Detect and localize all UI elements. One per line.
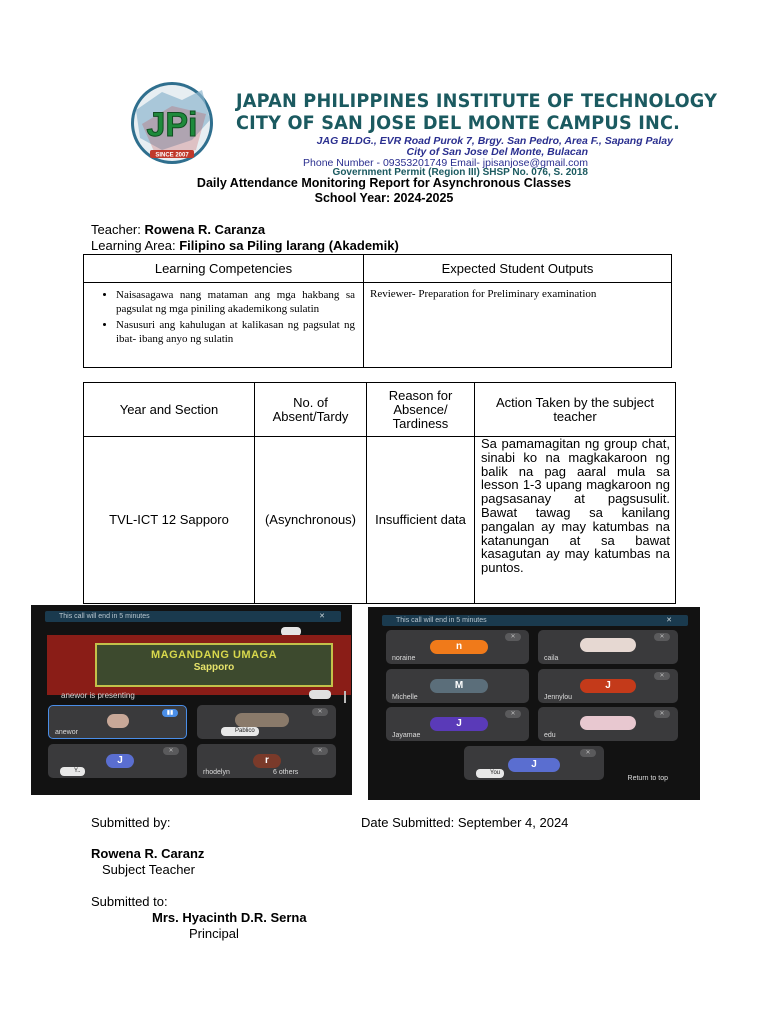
participant-avatar: r xyxy=(253,754,281,768)
mic-off-icon: ✕ xyxy=(505,633,521,641)
competency-item: • Naisasagawa nang mataman ang mga hakbang sa pagsulat ng mga piniling akademikong sulatin xyxy=(116,288,355,316)
call-end-banner xyxy=(382,615,688,626)
competency-header-row xyxy=(84,255,672,283)
participant-avatar: J xyxy=(106,754,134,768)
mic-off-icon: ✕ xyxy=(312,708,328,716)
reason-cell: Insufficient data xyxy=(367,437,475,604)
school-year: School Year: 2024-2025 xyxy=(314,191,454,205)
institute-name xyxy=(236,90,717,134)
teacher-name: Rowena R. Caranza xyxy=(144,222,266,237)
participant-avatar: M xyxy=(430,679,488,693)
participant-name: Jennylou xyxy=(544,694,573,701)
participant-name: You xyxy=(476,769,504,778)
attendance-table xyxy=(83,382,676,604)
slide-heading: MAGANDANG UMAGA xyxy=(150,649,278,661)
header-learning-competencies: Learning Competencies xyxy=(84,255,364,283)
report-title: Daily Attendance Monitoring Report for Asynchronous Classes xyxy=(196,176,572,190)
call-end-text: This call will end in 5 minutes xyxy=(396,617,487,624)
participant-tile[interactable] xyxy=(197,744,336,778)
header-expected-outputs: Expected Student Outputs xyxy=(364,255,672,283)
participant-tile[interactable] xyxy=(538,707,678,741)
learning-area-label: Learning Area: xyxy=(91,238,180,253)
mic-off-icon: ✕ xyxy=(163,747,179,755)
scrollbar[interactable] xyxy=(344,691,346,703)
participant-name: Pablico xyxy=(221,727,259,736)
expand-icon xyxy=(309,690,331,699)
header-year-section: Year and Section xyxy=(84,383,255,437)
header-action-taken: Action Taken by the subject teacher xyxy=(475,383,676,437)
address-line-2: City of San Jose Del Monte, Bulacan xyxy=(406,146,588,158)
participant-name: Michelle xyxy=(392,694,418,701)
close-icon: ✕ xyxy=(666,617,672,624)
presenting-label: anewor is presenting xyxy=(61,691,135,700)
submitted-by-label: Submitted by: xyxy=(91,815,171,830)
participant-photo xyxy=(107,714,129,728)
participant-name: caila xyxy=(544,655,559,662)
participant-avatar: J xyxy=(580,679,636,693)
participant-name: noraine xyxy=(392,655,416,662)
header-absent-tardy: No. of Absent/Tardy xyxy=(255,383,367,437)
slide-subheading: Sapporo xyxy=(193,662,235,673)
recipient-name: Mrs. Hyacinth D.R. Serna xyxy=(152,910,307,925)
close-icon: ✕ xyxy=(319,613,325,620)
teacher-field xyxy=(91,222,265,237)
slide-frame xyxy=(95,643,333,687)
competency-row xyxy=(84,283,672,368)
participant-tile-self[interactable] xyxy=(464,746,604,780)
call-end-banner xyxy=(45,611,341,622)
permit-line: Government Permit (Region III) SHSP No. 076, S. 2018 xyxy=(332,167,588,178)
participant-tile[interactable] xyxy=(386,669,529,703)
learning-area-field xyxy=(91,238,399,253)
teacher-label: Teacher: xyxy=(91,222,145,237)
competency-item: • Nasusuri ang kahulugan at kalikasan ng pagsulat ng ibat- ibang anyo ng sulatin xyxy=(116,318,355,346)
expected-output-cell: Reviewer- Preparation for Preliminary examination xyxy=(364,283,672,368)
call-end-text: This call will end in 5 minutes xyxy=(59,613,150,620)
mic-off-icon: ✕ xyxy=(580,749,596,757)
participant-name: edu xyxy=(544,732,556,739)
participant-tile[interactable] xyxy=(538,669,678,703)
participant-name: anewor xyxy=(55,729,78,736)
logo-text: JPi xyxy=(146,106,198,144)
competency-cell xyxy=(84,283,364,368)
participant-tile[interactable] xyxy=(386,630,529,664)
recipient-role: Principal xyxy=(189,926,239,941)
meeting-screenshot-right xyxy=(368,607,700,800)
section-cell: TVL-ICT 12 Sapporo xyxy=(84,437,255,604)
competency-table xyxy=(83,254,672,368)
competency-list xyxy=(84,283,363,346)
institute-line-2: CITY OF SAN JOSE DEL MONTE CAMPUS INC. xyxy=(236,112,681,134)
participant-avatar: J xyxy=(508,758,560,772)
mic-off-icon: ✕ xyxy=(654,633,670,641)
mic-off-icon: ✕ xyxy=(654,710,670,718)
date-submitted: Date Submitted: September 4, 2024 xyxy=(361,815,569,830)
header-reason: Reason for Absence/ Tardiness xyxy=(367,383,475,437)
participant-avatar: n xyxy=(430,640,488,654)
learning-area-value: Filipino sa Piling larang (Akademik) xyxy=(179,238,399,253)
attendance-header-row xyxy=(84,383,676,437)
mic-off-icon: ✕ xyxy=(312,747,328,755)
submitted-to-label: Submitted to: xyxy=(91,894,168,909)
participant-photo xyxy=(580,638,636,652)
participant-tile[interactable] xyxy=(197,705,336,739)
participant-tile[interactable] xyxy=(386,707,529,741)
participant-tile[interactable] xyxy=(48,744,187,778)
attendance-row xyxy=(84,437,676,604)
others-count: 6 others xyxy=(273,769,299,776)
participant-name: rhodelyn xyxy=(203,769,230,776)
absent-cell: (Asynchronous) xyxy=(255,437,367,604)
participant-name: Y.. xyxy=(60,767,85,776)
shared-slide xyxy=(47,635,351,695)
participant-photo xyxy=(580,716,636,730)
participant-tile[interactable] xyxy=(48,705,187,739)
submitter-name: Rowena R. Caranz xyxy=(91,846,205,861)
participant-name: Jayamae xyxy=(392,732,421,739)
speaking-icon: ▮▮ xyxy=(162,709,178,717)
participant-avatar: J xyxy=(430,717,488,731)
address-line-1: JAG BLDG., EVR Road Purok 7, Brgy. San Pedro, Area F., Sapang Palay xyxy=(316,135,673,147)
return-to-top-button[interactable]: Return to top xyxy=(627,775,668,782)
participant-photo xyxy=(235,713,289,727)
mic-off-icon: ✕ xyxy=(654,672,670,680)
logo-since-text: SINCE 2007 xyxy=(155,152,189,159)
institute-line-1: JAPAN PHILIPPINES INSTITUTE OF TECHNOLOGY xyxy=(236,90,718,112)
submitter-role: Subject Teacher xyxy=(102,862,195,877)
contact-line: Phone Number - 09353201749 Email- jpisanjose@gmail.com xyxy=(303,157,588,169)
meeting-screenshot-left xyxy=(31,605,352,795)
school-logo xyxy=(122,80,222,166)
mic-off-icon: ✕ xyxy=(505,710,521,718)
action-cell: Sa pamamagitan ng group chat, sinabi ko na magkakaroon ng balik na pag aaral mula sa lesson 1-3 upang magkaroon ng pagsasanay at pagsusulit. Bawat tawag sa kanilang pangalan ay may katumbas na katanungan at sa bawat kasagutan ay may katumbas na puntos. xyxy=(475,437,676,604)
participant-tile[interactable] xyxy=(538,630,678,664)
